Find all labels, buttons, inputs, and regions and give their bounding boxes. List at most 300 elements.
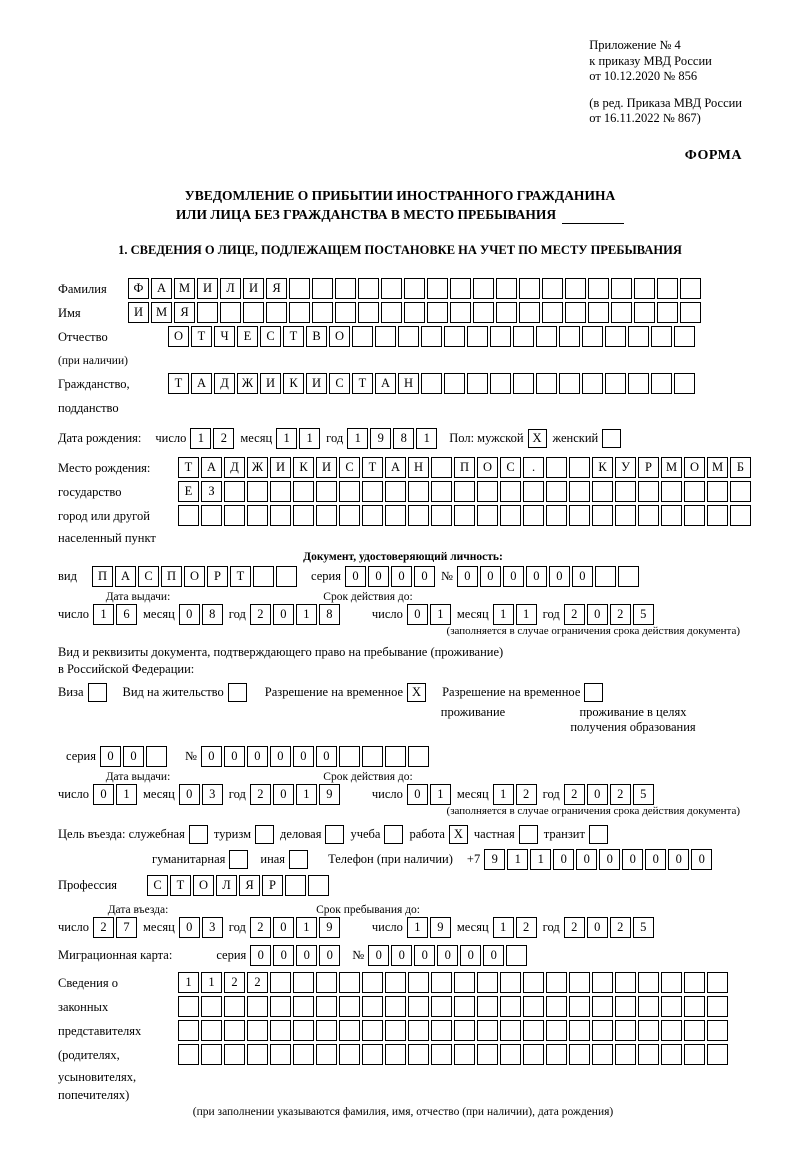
char-cell[interactable]: И [197, 278, 218, 299]
char-cell[interactable] [358, 302, 379, 323]
char-cell[interactable] [500, 972, 521, 993]
char-cell[interactable]: 2 [610, 604, 631, 625]
entry-year-boxes[interactable] [250, 917, 342, 938]
char-cell[interactable] [638, 996, 659, 1017]
char-cell[interactable] [536, 373, 557, 394]
char-cell[interactable]: 9 [430, 917, 451, 938]
char-cell[interactable] [638, 481, 659, 502]
char-cell[interactable] [519, 278, 540, 299]
char-cell[interactable]: 0 [549, 566, 570, 587]
char-cell[interactable]: 8 [393, 428, 414, 449]
char-cell[interactable] [270, 481, 291, 502]
char-cell[interactable]: М [707, 457, 728, 478]
char-cell[interactable] [661, 481, 682, 502]
char-cell[interactable] [477, 505, 498, 526]
char-cell[interactable]: X [407, 683, 426, 702]
char-cell[interactable] [684, 1020, 705, 1041]
char-cell[interactable]: И [270, 457, 291, 478]
doc-number-boxes[interactable] [457, 566, 641, 587]
char-cell[interactable] [404, 278, 425, 299]
char-cell[interactable]: 0 [201, 746, 222, 767]
char-cell[interactable]: 0 [553, 849, 574, 870]
permit-valid-month-boxes[interactable] [493, 784, 539, 805]
char-cell[interactable] [385, 996, 406, 1017]
char-cell[interactable]: 1 [530, 849, 551, 870]
char-cell[interactable]: 0 [437, 945, 458, 966]
char-cell[interactable]: П [161, 566, 182, 587]
char-cell[interactable] [339, 1020, 360, 1041]
char-cell[interactable] [680, 278, 701, 299]
char-cell[interactable] [500, 481, 521, 502]
char-cell[interactable] [450, 278, 471, 299]
doc-issue-day-boxes[interactable] [93, 604, 139, 625]
char-cell[interactable] [546, 1020, 567, 1041]
char-cell[interactable]: Д [214, 373, 235, 394]
char-cell[interactable]: 0 [224, 746, 245, 767]
char-cell[interactable] [473, 278, 494, 299]
char-cell[interactable] [270, 996, 291, 1017]
char-cell[interactable] [431, 457, 452, 478]
char-cell[interactable] [276, 566, 297, 587]
char-cell[interactable] [684, 996, 705, 1017]
profession-boxes[interactable] [147, 875, 331, 896]
char-cell[interactable] [201, 1044, 222, 1065]
char-cell[interactable] [178, 1020, 199, 1041]
char-cell[interactable]: И [128, 302, 149, 323]
char-cell[interactable]: Ч [214, 326, 235, 347]
char-cell[interactable] [293, 505, 314, 526]
purpose-tourism-checkbox[interactable] [255, 825, 276, 844]
char-cell[interactable] [684, 481, 705, 502]
doc-issue-month-boxes[interactable] [179, 604, 225, 625]
char-cell[interactable]: Н [408, 457, 429, 478]
char-cell[interactable] [454, 1044, 475, 1065]
char-cell[interactable] [408, 481, 429, 502]
char-cell[interactable] [477, 1044, 498, 1065]
char-cell[interactable] [201, 505, 222, 526]
char-cell[interactable] [595, 566, 616, 587]
char-cell[interactable] [628, 373, 649, 394]
char-cell[interactable] [220, 302, 241, 323]
name-boxes[interactable] [128, 302, 703, 323]
char-cell[interactable] [381, 302, 402, 323]
char-cell[interactable]: О [477, 457, 498, 478]
doc-kind-boxes[interactable] [92, 566, 299, 587]
char-cell[interactable] [362, 746, 383, 767]
char-cell[interactable] [197, 302, 218, 323]
char-cell[interactable]: 2 [610, 784, 631, 805]
char-cell[interactable]: 3 [202, 917, 223, 938]
char-cell[interactable] [270, 505, 291, 526]
char-cell[interactable] [339, 505, 360, 526]
char-cell[interactable]: А [151, 278, 172, 299]
char-cell[interactable]: X [528, 429, 547, 448]
char-cell[interactable] [542, 278, 563, 299]
char-cell[interactable] [490, 326, 511, 347]
char-cell[interactable]: 0 [93, 784, 114, 805]
permit-valid-day-boxes[interactable] [407, 784, 453, 805]
char-cell[interactable] [308, 875, 329, 896]
char-cell[interactable]: 0 [599, 849, 620, 870]
char-cell[interactable]: С [147, 875, 168, 896]
char-cell[interactable]: X [449, 825, 468, 844]
permit-issue-month-boxes[interactable] [179, 784, 225, 805]
char-cell[interactable] [385, 1020, 406, 1041]
char-cell[interactable] [385, 1044, 406, 1065]
char-cell[interactable] [651, 326, 672, 347]
char-cell[interactable] [657, 278, 678, 299]
char-cell[interactable]: Е [237, 326, 258, 347]
char-cell[interactable] [588, 302, 609, 323]
char-cell[interactable]: С [329, 373, 350, 394]
char-cell[interactable]: Т [168, 373, 189, 394]
citizenship-boxes[interactable] [168, 373, 697, 394]
char-cell[interactable] [178, 1044, 199, 1065]
char-cell[interactable] [513, 326, 534, 347]
char-cell[interactable] [638, 1020, 659, 1041]
char-cell[interactable]: 1 [93, 604, 114, 625]
char-cell[interactable]: 9 [484, 849, 505, 870]
char-cell[interactable] [421, 326, 442, 347]
char-cell[interactable]: Я [174, 302, 195, 323]
char-cell[interactable]: 0 [526, 566, 547, 587]
char-cell[interactable] [592, 1044, 613, 1065]
sex-male-checkbox[interactable] [528, 429, 549, 448]
char-cell[interactable]: 1 [190, 428, 211, 449]
char-cell[interactable]: 1 [516, 604, 537, 625]
char-cell[interactable] [559, 373, 580, 394]
char-cell[interactable]: 1 [296, 917, 317, 938]
permit-valid-year-boxes[interactable] [564, 784, 656, 805]
char-cell[interactable]: У [615, 457, 636, 478]
char-cell[interactable] [611, 302, 632, 323]
edu-permit-checkbox[interactable] [584, 683, 605, 702]
temp-permit-checkbox[interactable] [407, 683, 428, 702]
char-cell[interactable] [189, 825, 208, 844]
char-cell[interactable]: Л [216, 875, 237, 896]
char-cell[interactable]: 0 [123, 746, 144, 767]
char-cell[interactable] [201, 1020, 222, 1041]
char-cell[interactable] [569, 1044, 590, 1065]
doc-valid-month-boxes[interactable] [493, 604, 539, 625]
char-cell[interactable] [582, 326, 603, 347]
char-cell[interactable] [546, 457, 567, 478]
char-cell[interactable] [224, 505, 245, 526]
birthplace-row-1[interactable] [178, 457, 753, 478]
char-cell[interactable] [384, 825, 403, 844]
char-cell[interactable]: 0 [273, 945, 294, 966]
char-cell[interactable]: 0 [345, 566, 366, 587]
char-cell[interactable]: 0 [483, 945, 504, 966]
entry-month-boxes[interactable] [179, 917, 225, 938]
char-cell[interactable]: 1 [276, 428, 297, 449]
char-cell[interactable] [707, 996, 728, 1017]
char-cell[interactable] [247, 996, 268, 1017]
char-cell[interactable] [500, 996, 521, 1017]
char-cell[interactable] [146, 746, 167, 767]
char-cell[interactable]: 2 [516, 784, 537, 805]
char-cell[interactable] [450, 302, 471, 323]
char-cell[interactable] [224, 481, 245, 502]
char-cell[interactable] [565, 278, 586, 299]
char-cell[interactable] [427, 278, 448, 299]
char-cell[interactable]: 0 [587, 784, 608, 805]
char-cell[interactable]: Н [398, 373, 419, 394]
char-cell[interactable] [477, 972, 498, 993]
char-cell[interactable] [651, 373, 672, 394]
purpose-humanitarian-checkbox[interactable] [229, 850, 250, 869]
char-cell[interactable] [707, 972, 728, 993]
char-cell[interactable] [385, 481, 406, 502]
char-cell[interactable] [408, 505, 429, 526]
char-cell[interactable]: 1 [493, 604, 514, 625]
char-cell[interactable]: 8 [319, 604, 340, 625]
char-cell[interactable] [178, 996, 199, 1017]
char-cell[interactable]: Ж [237, 373, 258, 394]
char-cell[interactable]: Ж [247, 457, 268, 478]
char-cell[interactable]: 1 [296, 784, 317, 805]
char-cell[interactable] [611, 278, 632, 299]
char-cell[interactable]: 9 [370, 428, 391, 449]
char-cell[interactable] [247, 481, 268, 502]
char-cell[interactable]: 0 [460, 945, 481, 966]
doc-valid-day-boxes[interactable] [407, 604, 453, 625]
char-cell[interactable] [546, 481, 567, 502]
char-cell[interactable]: 0 [273, 604, 294, 625]
char-cell[interactable] [638, 972, 659, 993]
char-cell[interactable]: 7 [116, 917, 137, 938]
char-cell[interactable] [674, 326, 695, 347]
char-cell[interactable]: 0 [576, 849, 597, 870]
char-cell[interactable]: Я [266, 278, 287, 299]
char-cell[interactable] [536, 326, 557, 347]
char-cell[interactable] [490, 373, 511, 394]
char-cell[interactable] [454, 505, 475, 526]
surname-boxes[interactable] [128, 278, 703, 299]
char-cell[interactable]: С [138, 566, 159, 587]
char-cell[interactable] [638, 505, 659, 526]
char-cell[interactable]: Д [224, 457, 245, 478]
char-cell[interactable] [615, 996, 636, 1017]
char-cell[interactable]: 2 [516, 917, 537, 938]
char-cell[interactable] [605, 373, 626, 394]
char-cell[interactable] [293, 1044, 314, 1065]
char-cell[interactable] [519, 825, 538, 844]
legal-rep-row-3[interactable] [178, 1020, 730, 1041]
char-cell[interactable] [605, 326, 626, 347]
birthplace-row-2[interactable] [178, 481, 753, 502]
char-cell[interactable] [674, 373, 695, 394]
char-cell[interactable] [431, 996, 452, 1017]
char-cell[interactable] [569, 505, 590, 526]
char-cell[interactable] [375, 326, 396, 347]
char-cell[interactable]: 0 [270, 746, 291, 767]
char-cell[interactable] [381, 278, 402, 299]
char-cell[interactable] [339, 972, 360, 993]
char-cell[interactable] [592, 972, 613, 993]
char-cell[interactable]: Я [239, 875, 260, 896]
char-cell[interactable] [569, 972, 590, 993]
purpose-business-checkbox[interactable] [325, 825, 346, 844]
char-cell[interactable]: 1 [201, 972, 222, 993]
char-cell[interactable] [730, 481, 751, 502]
char-cell[interactable]: К [293, 457, 314, 478]
char-cell[interactable] [229, 850, 248, 869]
char-cell[interactable] [477, 996, 498, 1017]
char-cell[interactable]: 1 [116, 784, 137, 805]
char-cell[interactable]: 1 [430, 604, 451, 625]
sex-female-checkbox[interactable] [602, 429, 623, 448]
char-cell[interactable] [247, 1044, 268, 1065]
char-cell[interactable] [661, 505, 682, 526]
char-cell[interactable] [661, 972, 682, 993]
char-cell[interactable]: О [684, 457, 705, 478]
char-cell[interactable]: М [661, 457, 682, 478]
char-cell[interactable] [454, 481, 475, 502]
char-cell[interactable] [408, 996, 429, 1017]
char-cell[interactable]: 1 [507, 849, 528, 870]
char-cell[interactable] [316, 996, 337, 1017]
char-cell[interactable] [684, 505, 705, 526]
char-cell[interactable]: 0 [407, 784, 428, 805]
char-cell[interactable] [316, 972, 337, 993]
char-cell[interactable]: А [191, 373, 212, 394]
char-cell[interactable] [523, 505, 544, 526]
char-cell[interactable] [408, 1020, 429, 1041]
char-cell[interactable]: Т [283, 326, 304, 347]
char-cell[interactable] [444, 326, 465, 347]
char-cell[interactable]: 9 [319, 917, 340, 938]
char-cell[interactable] [444, 373, 465, 394]
char-cell[interactable]: 0 [587, 917, 608, 938]
char-cell[interactable]: 2 [250, 917, 271, 938]
char-cell[interactable] [247, 505, 268, 526]
char-cell[interactable]: 0 [414, 566, 435, 587]
entry-day-boxes[interactable] [93, 917, 139, 938]
char-cell[interactable] [638, 1044, 659, 1065]
char-cell[interactable]: 0 [250, 945, 271, 966]
char-cell[interactable]: 0 [247, 746, 268, 767]
char-cell[interactable] [362, 972, 383, 993]
char-cell[interactable] [431, 1044, 452, 1065]
char-cell[interactable] [592, 1020, 613, 1041]
char-cell[interactable] [500, 505, 521, 526]
char-cell[interactable]: А [201, 457, 222, 478]
birth-day-boxes[interactable] [190, 428, 236, 449]
char-cell[interactable] [592, 996, 613, 1017]
char-cell[interactable] [546, 996, 567, 1017]
char-cell[interactable] [385, 972, 406, 993]
migration-series-boxes[interactable] [250, 945, 342, 966]
char-cell[interactable] [592, 505, 613, 526]
char-cell[interactable]: 0 [296, 945, 317, 966]
char-cell[interactable]: С [260, 326, 281, 347]
char-cell[interactable] [628, 326, 649, 347]
char-cell[interactable] [285, 875, 306, 896]
char-cell[interactable] [730, 505, 751, 526]
char-cell[interactable]: Е [178, 481, 199, 502]
char-cell[interactable]: Р [207, 566, 228, 587]
birthplace-row-3[interactable] [178, 505, 753, 526]
char-cell[interactable]: 2 [250, 604, 271, 625]
char-cell[interactable] [362, 481, 383, 502]
char-cell[interactable]: 0 [622, 849, 643, 870]
char-cell[interactable] [224, 1020, 245, 1041]
char-cell[interactable] [398, 326, 419, 347]
char-cell[interactable] [523, 972, 544, 993]
char-cell[interactable] [88, 683, 107, 702]
char-cell[interactable] [513, 373, 534, 394]
char-cell[interactable] [316, 481, 337, 502]
char-cell[interactable] [707, 1044, 728, 1065]
purpose-work-checkbox[interactable] [449, 825, 470, 844]
char-cell[interactable] [473, 302, 494, 323]
char-cell[interactable]: 2 [250, 784, 271, 805]
char-cell[interactable] [496, 278, 517, 299]
char-cell[interactable] [178, 505, 199, 526]
purpose-study-checkbox[interactable] [384, 825, 405, 844]
char-cell[interactable]: В [306, 326, 327, 347]
char-cell[interactable] [592, 481, 613, 502]
char-cell[interactable] [312, 278, 333, 299]
birth-month-boxes[interactable] [276, 428, 322, 449]
char-cell[interactable] [523, 1020, 544, 1041]
char-cell[interactable]: А [385, 457, 406, 478]
char-cell[interactable] [293, 1020, 314, 1041]
char-cell[interactable] [243, 302, 264, 323]
char-cell[interactable] [362, 1044, 383, 1065]
stay-month-boxes[interactable] [493, 917, 539, 938]
char-cell[interactable]: 8 [202, 604, 223, 625]
char-cell[interactable]: Т [170, 875, 191, 896]
char-cell[interactable] [431, 481, 452, 502]
char-cell[interactable] [408, 972, 429, 993]
char-cell[interactable]: Р [638, 457, 659, 478]
char-cell[interactable] [454, 996, 475, 1017]
char-cell[interactable] [335, 302, 356, 323]
permit-issue-year-boxes[interactable] [250, 784, 342, 805]
char-cell[interactable] [362, 996, 383, 1017]
char-cell[interactable]: И [306, 373, 327, 394]
char-cell[interactable]: 2 [93, 917, 114, 938]
doc-valid-year-boxes[interactable] [564, 604, 656, 625]
char-cell[interactable]: П [92, 566, 113, 587]
char-cell[interactable] [362, 1020, 383, 1041]
char-cell[interactable] [293, 481, 314, 502]
char-cell[interactable]: И [260, 373, 281, 394]
char-cell[interactable]: 0 [414, 945, 435, 966]
char-cell[interactable] [569, 1020, 590, 1041]
char-cell[interactable] [565, 302, 586, 323]
char-cell[interactable]: 1 [493, 784, 514, 805]
char-cell[interactable]: М [151, 302, 172, 323]
char-cell[interactable] [588, 278, 609, 299]
char-cell[interactable]: . [523, 457, 544, 478]
char-cell[interactable] [408, 746, 429, 767]
birth-year-boxes[interactable] [347, 428, 439, 449]
char-cell[interactable]: 0 [407, 604, 428, 625]
char-cell[interactable] [582, 373, 603, 394]
char-cell[interactable]: 0 [457, 566, 478, 587]
char-cell[interactable] [661, 996, 682, 1017]
char-cell[interactable] [680, 302, 701, 323]
char-cell[interactable]: 0 [179, 604, 200, 625]
char-cell[interactable]: 1 [416, 428, 437, 449]
char-cell[interactable]: 1 [430, 784, 451, 805]
char-cell[interactable]: Б [730, 457, 751, 478]
char-cell[interactable] [270, 1020, 291, 1041]
char-cell[interactable] [431, 1020, 452, 1041]
